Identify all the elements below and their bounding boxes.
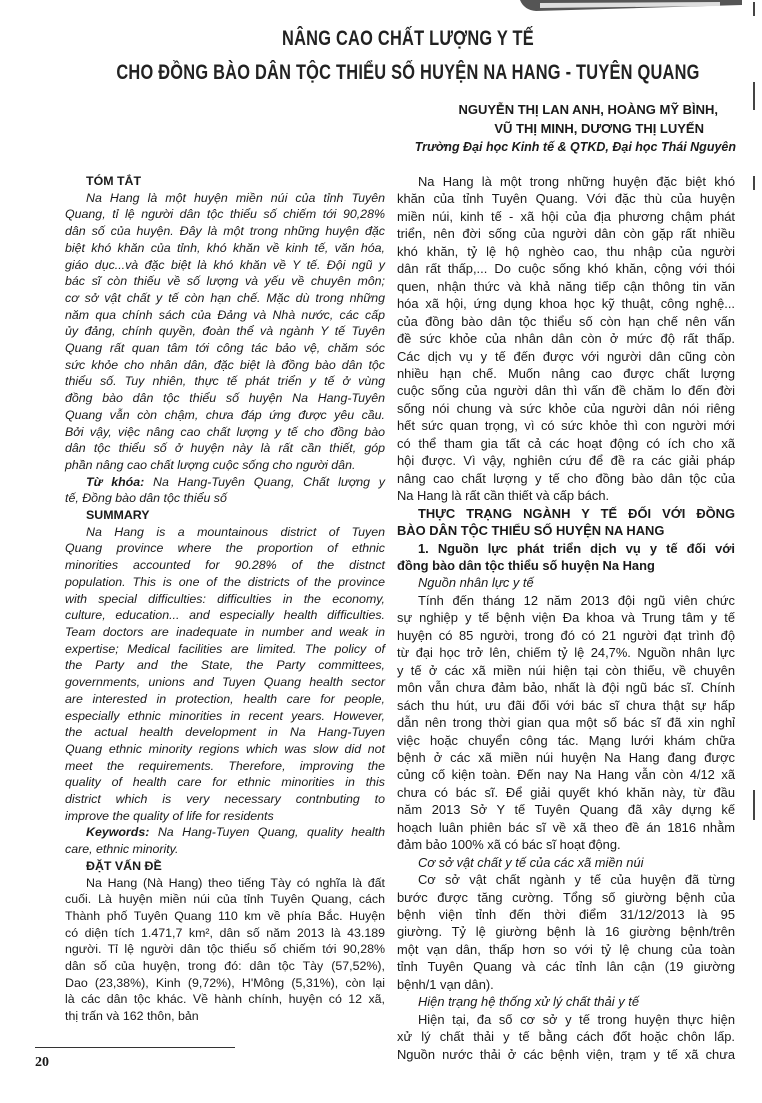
paragraph xyxy=(397,871,735,993)
text-line: especially ethnic minorities in recent years. However, xyxy=(65,708,385,723)
text-line: culture, education... and especially health difficulties. xyxy=(65,608,385,623)
text-line: are interested in protection, health care for people, xyxy=(65,691,385,706)
text-line: bệnh/1 vạn dân). xyxy=(397,976,494,992)
text-line: expertise; Medical facilities are limited. The policy of xyxy=(65,641,385,656)
text-line: đồng bào dân tộc thiểu số huyện Na Hang xyxy=(397,557,655,573)
paragraph xyxy=(65,190,385,474)
text-line: sách thu hút, ưu đãi đối với bác sĩ chưa thật sự hấp xyxy=(397,697,735,713)
margin-mark xyxy=(753,82,755,110)
text-line: sự nghiệp y tế bệnh viện Đa khoa và Trung tâm y tế xyxy=(397,610,735,626)
text-line: Quang province where the proportion of ethnic xyxy=(65,541,385,556)
margin-mark xyxy=(753,176,755,190)
text-line: Na Hang là một trong những huyện đặc biệt khó xyxy=(418,174,735,189)
paragraph xyxy=(65,524,385,825)
text-line: sức khỏe cho nhân dân, đặc biệt là đồng bào dân tộc xyxy=(65,357,385,372)
text-line: the Party and the State, the Party committees, xyxy=(65,658,385,673)
text-line: minorities accounted for 90.28% of the distnct xyxy=(65,558,385,573)
text-line: Quang, tỉ lệ người dân tộc thiểu số chiếm tới 90,28% xyxy=(65,207,385,222)
section-heading xyxy=(397,505,735,540)
text-line: Na Hang (Nà Hang) theo tiếng Tày có nghĩa là đất xyxy=(86,875,385,890)
text-line: người. Tỉ lệ người dân tộc thiểu số chiếm tới 90,28% xyxy=(65,942,385,957)
paragraph xyxy=(65,875,385,1025)
text-line: bước được tăng cường. Tổng số giường bệnh của xyxy=(397,889,735,905)
section-heading xyxy=(65,858,385,875)
text-line: có diện tích 1.471,7 km², dân số năm 2013 là 43.189 xyxy=(65,925,385,940)
text-line: xử lý chất thải y tế bằng cách đốt hoặc chôn lấp. xyxy=(397,1029,735,1045)
text-line: nhiều hạn chế. Muốn nâng cao được chất lượng xyxy=(397,365,735,381)
margin-mark xyxy=(753,2,755,16)
text-line: Quang ethnic minority regions which was slow did not xyxy=(65,741,385,756)
text-line xyxy=(65,824,385,841)
text-line: ĐẶT VẤN ĐỀ xyxy=(86,858,162,873)
paragraph xyxy=(397,993,735,1010)
left-column xyxy=(65,173,385,1025)
text-line: đảm bảo 100% xã có bác sĩ hoạt động. xyxy=(397,837,621,853)
text-line: Nguồn nhân lực y tế xyxy=(418,575,534,591)
text-line: một vạn dân, thấp hơn so với tỷ lệ chung của toàn xyxy=(397,941,735,957)
keywords-label: Từ khóa: xyxy=(86,474,145,489)
text-line: SUMMARY xyxy=(86,508,150,523)
text-line: năm qua chính sách của Đảng và Nhà nước, các cấp xyxy=(65,307,385,322)
text-line: Tính đến tháng 12 năm 2013 đội ngũ viên chức xyxy=(418,592,735,608)
text-line: dân rất thấp,... Do cuộc sống khó khăn, cộng với thói xyxy=(397,261,735,277)
text-line: governments, unions and Tuyen Quang health sector xyxy=(65,675,385,690)
text-line: thị trấn và 162 thôn, bản xyxy=(65,1009,199,1024)
text-line: Dao (23,38%), Kinh (9,72%), H'Mông (5,31%), còn lại xyxy=(65,975,385,990)
text-line: cơ sở vật chất y tế còn hạn chế. Mặc dù trong những xyxy=(65,290,385,305)
keywords-text: Na Hang-Tuyên Quang, Chất lượng y xyxy=(144,474,386,489)
text-line: giáo dục...và đặc biệt là khó khăn về Y tế. Đội ngũ y xyxy=(65,257,385,272)
right-column xyxy=(397,173,735,1063)
paragraph xyxy=(397,1011,735,1063)
text-line: TÓM TẮT xyxy=(86,174,142,188)
text-line: with special difficulties: difficulties in the economy, xyxy=(65,591,385,606)
section-heading xyxy=(65,173,385,190)
text-line: tế, Đồng bào dân tộc thiểu số xyxy=(65,491,227,506)
text-line: bệnh viện tỉnh đến thời điểm 31/12/2013 là 95 xyxy=(397,907,735,923)
text-line: Na Hang là rất cần thiết và cấp bách. xyxy=(397,488,610,504)
text-line: Cơ sở vật chất ngành y tế của huyện đã từng xyxy=(418,872,735,888)
keywords-paragraph xyxy=(65,824,385,857)
text-line: Hiện tại, đa số cơ sở y tế trong huyện thực hiện xyxy=(418,1011,735,1027)
text-line: khăn của tỉnh Tuyên Quang. Với đặc thù của huyện xyxy=(397,191,735,207)
paragraph xyxy=(397,574,735,591)
text-line: hoạch luân phiên bác sĩ về xã theo đề án 1816 nhằm xyxy=(397,819,735,835)
margin-mark xyxy=(753,790,755,820)
text-line: Na Hang is a mountainous district of Tuyen xyxy=(86,524,385,539)
text-line: từ đại học trở lên, chiếm tỷ lệ 24,7%. Nguồn nhân lực xyxy=(397,645,735,661)
text-line: chưa có bác sĩ. Để giải quyết khó khăn này, từ đầu xyxy=(397,784,735,800)
text-line: hết sức quan trọng, vì có sức khỏe thì con người mới xyxy=(397,418,735,434)
text-line: quen, nhận thức và khả năng tiếp cận thông tin văn xyxy=(397,278,735,294)
footer-rule xyxy=(35,1047,235,1048)
text-line: population. This is one of the districts of the province xyxy=(65,574,385,589)
text-line: Team doctors are inadequate in number and weak in xyxy=(65,624,385,639)
text-line: có thể tham gia tất cả các hoạt động có ích cho xã xyxy=(397,435,735,451)
text-line: tỉnh Tuyên Quang và các tỉnh lân cận (19 giường xyxy=(397,959,735,975)
text-line: Bởi vậy, việc nâng cao chất lượng y tế cho đồng bào xyxy=(65,424,385,439)
text-line: giường. Tỷ lệ giường bệnh là 16 giường bệnh/trên xyxy=(397,924,735,940)
text-line: năm 2013 Sở Y tế Tuyên Quang đã xây dựng kế xyxy=(397,802,735,818)
text-line: Na Hang là một huyện miền núi của tỉnh Tuyên xyxy=(86,190,385,205)
text-line: sống nói chung và sức khỏe của người dân nói riêng xyxy=(397,400,735,416)
text-line: miền núi, kinh tế - xã hội của địa phương chậm phát xyxy=(397,208,735,224)
text-line: đề sức khỏe của nhân dân còn ở mức độ rất thấp. xyxy=(397,331,735,347)
text-line: khó khăn, tỷ lệ hộ nghèo cao, thu nhập của người xyxy=(397,243,735,259)
text-line: dân số của huyện, trong đó: dân tộc Tày (57,52%), xyxy=(65,959,385,974)
text-line: của đồng bào dân tộc thiểu số còn hạn chế nên vấn xyxy=(397,313,735,329)
text-line: thiểu số. Tuy nhiên, thực tế phát triển y tế ở vùng xyxy=(65,374,385,389)
text-line: dân số của huyện. Đây là một trong những huyện đặc xyxy=(65,224,385,239)
text-line: THỰC TRẠNG NGÀNH Y TẾ ĐỐI VỚI ĐỒNG xyxy=(418,505,735,521)
text-line: dân tộc thiểu số ở huyện này là rất cần thiết, góp xyxy=(65,441,385,456)
text-line: củng cố kiện toàn. Đến nay Na Hang vẫn còn 4/12 xã xyxy=(397,767,735,783)
keywords-text: Na Hang-Tuyen Quang, quality health xyxy=(149,825,385,840)
text-line: bệnh ở các xã miền núi huyện Na Hang đang được xyxy=(397,749,735,765)
text-line: cuối. Là huyện miền núi của tỉnh Tuyên Quang, cách xyxy=(65,892,385,907)
article-title-line-1: NÂNG CAO CHẤT LƯỢNG Y TẾ xyxy=(282,27,534,50)
text-line: hóa xã hội, ứng dụng khoa học kỹ thuật, công nghệ... xyxy=(397,296,735,312)
text-line: biệt khó khăn của tỉnh, khó khăn về kinh tế, văn hóa, xyxy=(65,240,385,255)
keywords-label: Keywords: xyxy=(86,825,150,840)
text-line: đồng bào dân tộc thiểu số huyện Na Hang-Tuyên xyxy=(65,391,385,406)
paragraph xyxy=(397,173,735,505)
paragraph xyxy=(397,540,735,575)
text-line: 1. Nguồn lực phát triển dịch vụ y tế đối với xyxy=(418,540,735,556)
text-line: quality of health care for ethnic minorities in this xyxy=(65,775,385,790)
text-line: Hiện trạng hệ thống xử lý chất thải y tế xyxy=(418,994,639,1010)
text-line: Thành phố Tuyên Quang 110 km về phía Bắc. Huyện xyxy=(65,908,385,923)
text-line xyxy=(65,474,385,491)
text-line: việc hoặc chuyển công tác. Mạng lưới khám chữa xyxy=(397,732,735,748)
text-line: nâng cao chất lượng y tế cho đồng bào dân tộc của xyxy=(397,470,735,486)
text-line: bác sĩ còn thiếu về số lượng và yếu về chuyên môn; xyxy=(65,274,385,289)
article-title-line-2: CHO ĐỒNG BÀO DÂN TỘC THIỂU SỐ HUYỆN NA HANG - TUYÊN QUANG xyxy=(116,61,700,84)
text-line: huyện có 85 người, trong đó có 21 người đạt trình độ xyxy=(397,627,735,643)
text-line: Cơ sở vật chất y tế của các xã miền núi xyxy=(418,854,644,870)
text-line: triển, nên đời sống của người dân còn gặp rất nhiều xyxy=(397,226,735,242)
text-line: meet the requirements. Therefore, improving the xyxy=(65,758,385,773)
authors-line-1: NGUYỄN THỊ LAN ANH, HOÀNG MỸ BÌNH, xyxy=(458,102,718,117)
text-line: cuộc sống của người dân thì vấn đề chăm lo đến đời xyxy=(397,383,735,399)
text-line: BÀO DÂN TỘC THIỂU SỐ HUYỆN NA HANG xyxy=(397,523,665,539)
text-line: y tế ở các xã miền núi hiện tại còn thiếu, về chuyên xyxy=(397,662,735,678)
text-line: dẫn nên trong thời gian qua một số bác sĩ đã xin nghỉ xyxy=(397,715,735,731)
text-line: ủy đảng, chính quyền, đoàn thể và ngành Y tế Tuyên xyxy=(65,324,385,339)
authors-line-2: VŨ THỊ MINH, DƯƠNG THỊ LUYẾN xyxy=(494,121,704,136)
text-line: Quang rất quan tâm tới công tác bảo vệ, chăm sóc xyxy=(65,341,385,356)
text-line: improve the quality of life for residents xyxy=(65,808,274,823)
text-line: hội được. Vì vậy, nghiên cứu để đề ra các giải pháp xyxy=(397,453,735,469)
text-line: the actual health development in Na Hang-Tuyen xyxy=(65,725,385,740)
text-line: Quang vẫn còn chậm, chưa đáp ứng được yêu cầu. xyxy=(65,407,385,422)
text-line: district which is very necessary contnbuting to xyxy=(65,792,385,807)
paragraph xyxy=(397,592,735,854)
affiliation: Trường Đại học Kinh tế & QTKD, Đại học Thái Nguyên xyxy=(414,140,736,154)
text-line: môn vẫn chưa đảm bảo, nhất là đội ngũ bác sĩ. Chính xyxy=(397,680,735,696)
text-line: Nguồn nước thải ở các bệnh viện, trạm y tế xã chưa xyxy=(397,1046,735,1062)
keywords-paragraph xyxy=(65,474,385,507)
text-line: phần nâng cao chất lượng cuộc sống cho người dân. xyxy=(65,457,356,472)
header-decoration xyxy=(520,0,742,12)
page-number: 20 xyxy=(35,1055,49,1070)
paragraph xyxy=(397,854,735,871)
text-line: Các dịch vụ y tế đến được với người dân cũng còn xyxy=(397,348,735,364)
section-heading xyxy=(65,507,385,524)
text-line: care, ethnic minority. xyxy=(65,842,179,857)
text-line: là các dân tộc khác. Về hành chính, huyện có 12 xã, xyxy=(65,992,385,1007)
